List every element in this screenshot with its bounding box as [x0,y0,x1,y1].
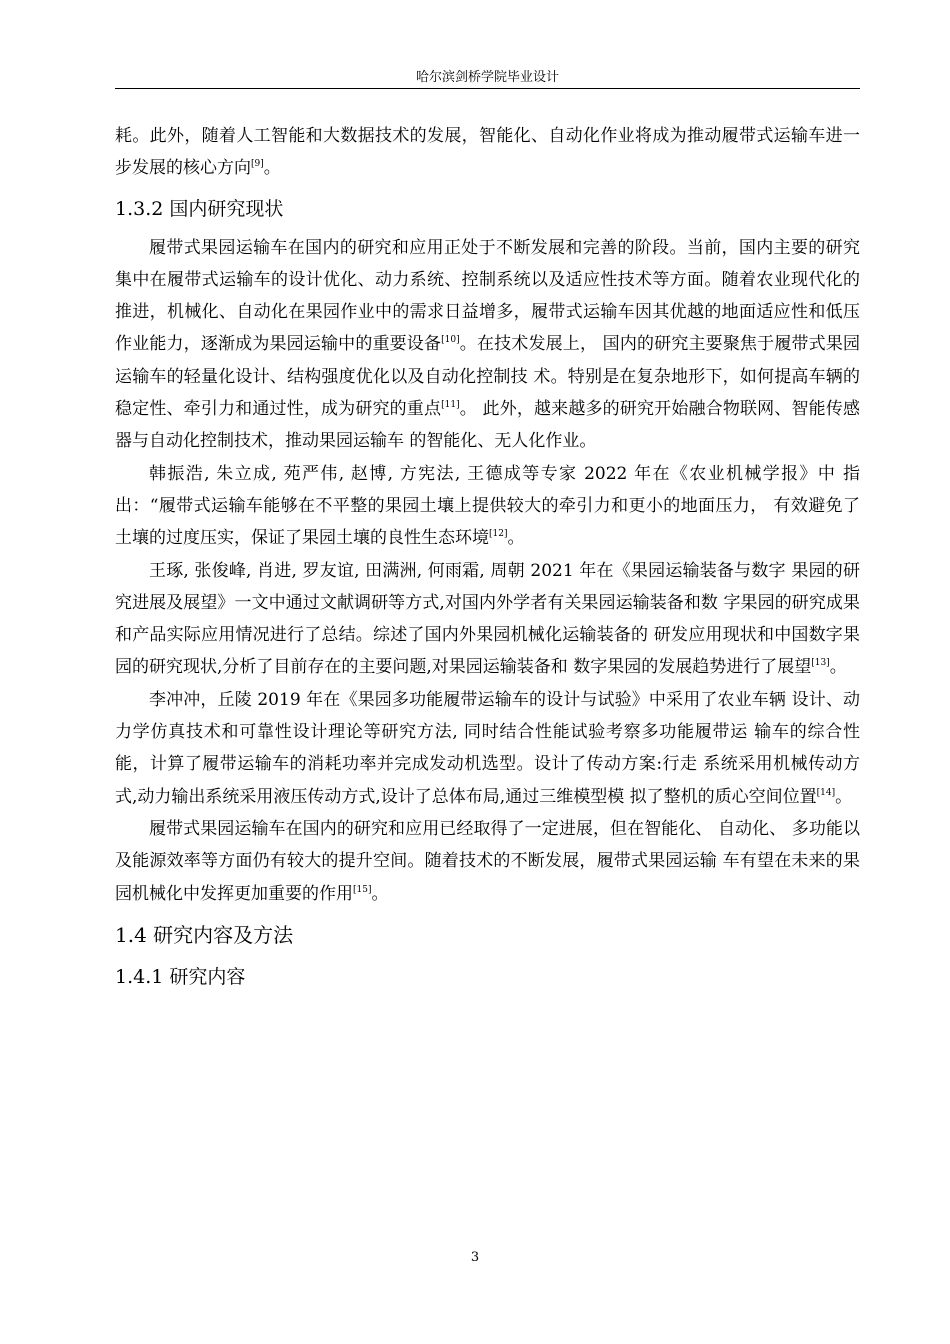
citation-ref: [9] [251,159,264,170]
page-number: 3 [470,1250,480,1265]
header-rule [115,88,860,89]
citation-ref: [14] [816,787,836,798]
section-heading-1-3-2: 1.3.2 国内研究现状 [115,197,284,220]
citation-ref: [11] [441,400,460,411]
citation-ref: [10] [441,335,460,346]
paragraph-han-zhenhao: 韩振浩, 朱立成, 苑严伟, 赵博, 方宪法, 王德成等专家 2022 年在《农业机械学报》中 指出：“履带式运输车能够在不平整的果园土壤上提供较大的牵引力和更小的地面压力， 有效避免了土壤的过度压实，保证了果园土壤的良性生态环境[12]。 [115,463,860,549]
citation-ref: [15] [353,884,372,895]
section-heading-1-4: 1.4 研究内容及方法 [115,922,294,947]
paragraph-li-chongchong: 李冲冲，丘陵 2019 年在《果园多功能履带运输车的设计与试验》中采用了农业车辆 设计、动力学仿真技术和可靠性设计理论等研究方法, 同时结合性能试验考察多功能履带运 输车的综合性能，计算了履带运输车的消耗功率并完成发动机选型。设计了传动方案:行走 系统采用机械传动方式,动力输出系统采用液压传动方式,设计了总体布局,通过三维模型模 拟了整机的质心空间位置[14]。 [115,689,860,807]
section-heading-1-4-1: 1.4.1 研究内容 [115,965,246,988]
citation-ref: [13] [811,658,830,669]
paragraph-continuation: 耗。此外，随着人工智能和大数据技术的发展，智能化、自动化作业将成为推动履带式运输车进一步发展的核心方向[9]。 [115,126,860,179]
paragraph-domestic-overview: 履带式果园运输车在国内的研究和应用正处于不断发展和完善的阶段。当前，国内主要的研究集中在履带式运输车的设计优化、动力系统、控制系统以及适应性技术等方面。随着农业现代化的推进，机械化、自动化在果园作业中的需求日益增多，履带式运输车因其优越的地面适应性和低压作业能力，逐渐成为果园运输中的重要设备[10]。在技术发展上， 国内的研究主要聚焦于履带式果园运输车的轻量化设计、结构强度优化以及自动化控制技 术。特别是在复杂地形下，如何提高车辆的稳定性、牵引力和通过性，成为研究的重点[11]。 此外，越来越多的研究开始融合物联网、智能传感器与自动化控制技术，推动果园运输车 的智能化、无人化作业。 [115,237,860,452]
paragraph-summary: 履带式果园运输车在国内的研究和应用已经取得了一定进展，但在智能化、 自动化、 多功能以及能源效率等方面仍有较大的提升空间。随着技术的不断发展，履带式果园运输 车有望在未来的果园机械化中发挥更加重要的作用[15]。 [115,818,860,904]
citation-ref: [12] [489,529,508,540]
page-header: 哈尔滨剑桥学院毕业设计 [415,70,559,85]
document-body [115,120,860,994]
paragraph-wang-zhuo: 王琢, 张俊峰, 肖进, 罗友谊, 田满洲, 何雨霜, 周朝 2021 年在《果园运输装备与数字 果园的研究进展及展望》一文中通过文献调研等方式,对国内外学者有关果园运输装备和数 字果园的研究成果和产品实际应用情况进行了总结。综述了国内外果园机械化运输装备的 研发应用现状和中国数字果园的研究现状,分析了目前存在的主要问题,对果园运输装备和 数字果园的发展趋势进行了展望[13]。 [115,560,860,678]
